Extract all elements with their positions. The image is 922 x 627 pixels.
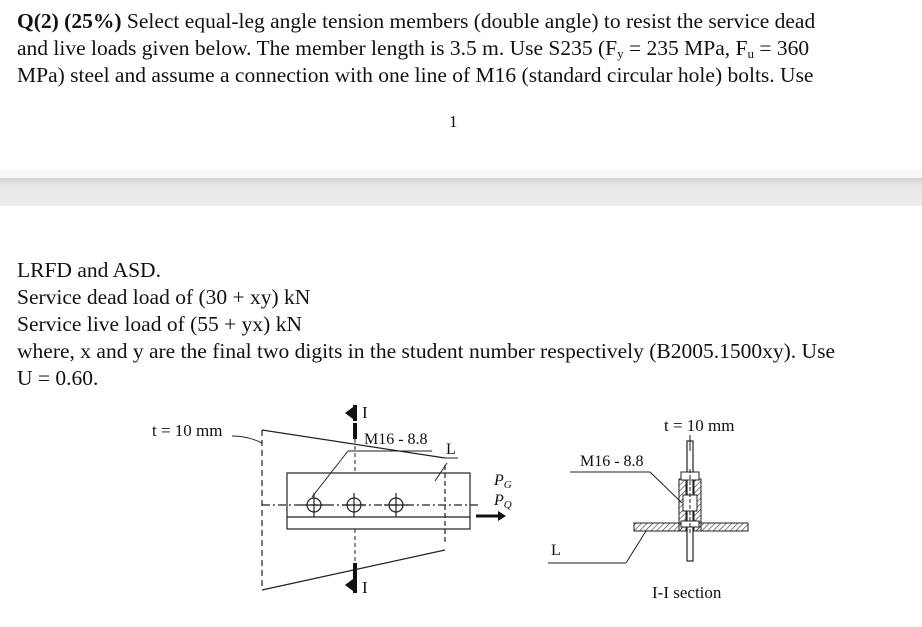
reduction-factor-line: U = 0.60.: [17, 366, 99, 390]
angle-member: [262, 465, 480, 545]
load-q: PQ: [494, 492, 512, 511]
question-line-2: and live loads given below. The member length is 3.5 m. Use S235 ($F_y = 235$ MPa, $F_u = 360$: [17, 36, 810, 61]
bolt-3: [384, 493, 408, 517]
bolt-1: [302, 493, 326, 517]
section-mark-top: I: [362, 403, 368, 422]
right-thickness-label: t = 10 mm: [664, 416, 735, 435]
angle-leader: [626, 531, 646, 563]
load-g: PG: [494, 472, 512, 491]
length-label: L: [446, 441, 456, 458]
question-paragraph: [17, 8, 909, 89]
angle-label: L: [551, 542, 561, 559]
continuation-line-1: LRFD and ASD.: [17, 258, 161, 282]
question-line-1: Q(2) (25%) Select equal-leg angle tension members (double angle) to resist the service dead: [17, 9, 816, 33]
bolt-row: [302, 493, 408, 517]
bolt-right-leader: [650, 472, 682, 503]
page-number: 1: [449, 112, 458, 131]
question-line-3: MPa) steel and assume a connection with one line of M16 (standard circular hole) bolts. Use: [17, 63, 814, 87]
load-arrow: [476, 511, 506, 521]
page-gap-shadow: [0, 170, 922, 178]
dead-load-line: Service dead load of (30 + xy) kN: [17, 285, 311, 309]
bolt-label-left: M16 - 8.8: [364, 431, 428, 448]
section-cut-bottom: [345, 529, 368, 597]
bolt-leader: [312, 451, 348, 497]
continuation-paragraph: [17, 257, 909, 392]
section-bolt: [681, 469, 699, 535]
section-mark-bottom: I: [362, 578, 368, 597]
bolt-label-right: M16 - 8.8: [580, 453, 644, 470]
length-leader: [435, 463, 447, 481]
thickness-leader: [232, 436, 262, 443]
bolt-2: [342, 493, 366, 517]
left-thickness-label: t = 10 mm: [152, 421, 223, 440]
live-load-line: Service live load of (55 + yx) kN: [17, 312, 302, 336]
page-separator: [0, 178, 922, 206]
student-number-line: where, x and y are the final two digits in the student number respectively (B2005.1500xy). Use: [17, 339, 835, 363]
connection-figure: [0, 395, 922, 627]
question-label: Q(2) (25%): [17, 9, 122, 33]
section-caption: I-I section: [652, 583, 722, 602]
